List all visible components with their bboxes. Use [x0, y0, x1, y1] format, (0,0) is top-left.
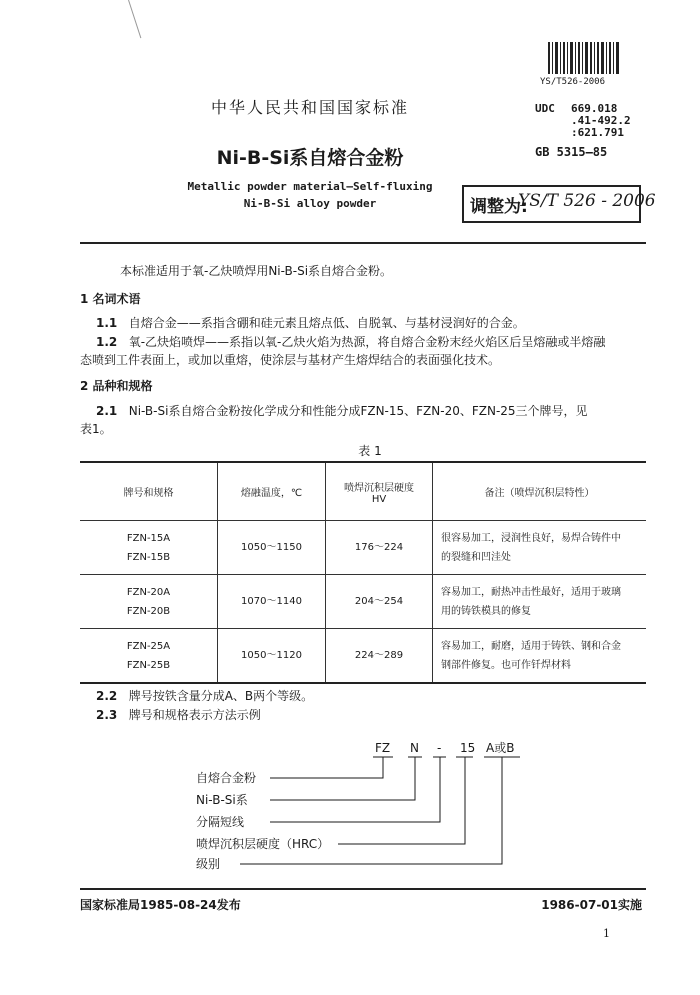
scan-artifact	[128, 0, 141, 38]
scope-paragraph: 本标准适用于氧-乙炔喷焊用Ni-B-Si系自熔合金粉。	[120, 264, 393, 278]
label-level: 级别	[196, 857, 221, 870]
clause-2-1-continuation: 表1。	[80, 422, 112, 436]
grade-b: FZN-15B	[126, 551, 171, 563]
table-row	[80, 629, 646, 684]
code-part-hardness: 15	[460, 741, 476, 755]
udc-line: :621.791	[571, 126, 624, 139]
remark-line: 容易加工，耐磨，适用于铸铁、钢和合金	[441, 640, 621, 652]
document-title-en-line2: Ni-B-Si alloy powder	[243, 197, 377, 210]
melting-temp-cell: 1070～1140	[218, 575, 326, 629]
clause-2-3	[96, 706, 261, 724]
effective-date: 1986-07-01实施	[541, 898, 642, 912]
label-separator: 分隔短线	[196, 815, 245, 829]
remarks-cell	[433, 521, 647, 575]
section-1-heading: 1 名词术语	[80, 292, 141, 306]
clause-text: 牌号和规格表示方法示例	[128, 708, 261, 722]
hardness-unit: HV	[371, 493, 387, 505]
melting-temp-cell: 1050～1120	[218, 629, 326, 684]
clause-1-2-continuation: 态喷到工件表面上，或加以重熔，使涂层与基材产生熔焊结合的表面强化技术。	[80, 353, 501, 367]
remark-line: 用的铸铁模具的修复	[441, 605, 531, 617]
table-caption: 表 1	[358, 444, 382, 458]
clause-1-1	[96, 314, 525, 332]
udc-line: .41-492.2	[571, 114, 631, 127]
code-part-level: A或B	[486, 741, 515, 755]
stamp-handwritten-value: YS/T 526 - 2006	[518, 191, 656, 211]
clause-1-2	[96, 333, 605, 351]
udc-classification	[535, 103, 631, 139]
grade-b: FZN-20B	[126, 605, 171, 617]
table-header-row	[80, 462, 646, 521]
label-self-fluxing: 自熔合金粉	[196, 771, 257, 785]
grade-cell	[80, 521, 218, 575]
label-hardness: 喷焊沉积层硬度（HRC）	[196, 837, 330, 851]
clause-number: 2.2	[96, 689, 118, 703]
label-ni-b-si: Ni-B-Si系	[196, 793, 248, 807]
clause-2-2	[96, 687, 313, 705]
standard-category: 中华人民共和国国家标准	[210, 98, 409, 117]
grade-a: FZN-20A	[126, 586, 171, 598]
column-header-melting-temp: 熔融温度，℃	[218, 462, 326, 521]
grade-a: FZN-15A	[126, 532, 171, 544]
clause-text: Ni-B-Si系自熔合金粉按化学成分和性能分成FZN-15、FZN-20、FZN-25三个牌号，见	[128, 404, 588, 418]
code-part-fz: FZ	[375, 741, 391, 755]
code-part-n: N	[410, 741, 419, 755]
grade-b: FZN-25B	[126, 659, 171, 671]
clause-2-1	[96, 402, 588, 420]
column-header-grade: 牌号和规格	[80, 462, 218, 521]
clause-text: 牌号按铁含量分成A、B两个等级。	[128, 689, 314, 703]
hardness-cell: 204～254	[326, 575, 433, 629]
header-divider	[80, 242, 646, 244]
clause-number: 2.1	[96, 404, 118, 418]
gb-number: GB 5315—85	[535, 145, 608, 159]
clause-number: 1.2	[96, 335, 118, 349]
clause-number: 2.3	[96, 708, 118, 722]
table-row	[80, 575, 646, 629]
remarks-cell	[433, 629, 647, 684]
section-2-heading: 2 品种和规格	[80, 379, 153, 393]
remarks-cell	[433, 575, 647, 629]
remark-line: 的裂缝和凹洼处	[441, 551, 511, 563]
remark-line: 容易加工，耐热冲击性最好，适用于玻璃	[441, 586, 621, 598]
grade-a: FZN-25A	[126, 640, 171, 652]
code-part-dash: -	[437, 741, 442, 755]
stamp-label: 调整为:	[470, 197, 528, 217]
designation-diagram	[190, 740, 530, 870]
barcode-text: YS/T526-2006	[540, 77, 606, 87]
remark-line: 很容易加工，浸润性良好，易焊合铸件中	[441, 532, 621, 544]
udc-label: UDC	[535, 102, 555, 115]
issue-date: 国家标准局1985-08-24发布	[80, 898, 241, 912]
clause-text: 自熔合金——系指含硼和硅元素且熔点低、自脱氧、与基材浸润好的合金。	[128, 316, 525, 330]
clause-text: 氧-乙炔焰喷焊——系指以氧-乙炔火焰为热源，将自熔合金粉末经火焰区后呈熔融或半熔融	[128, 335, 606, 349]
document-title-cn: Ni-B-Si系自熔合金粉	[216, 147, 404, 169]
grade-spec-table	[80, 461, 646, 684]
remark-line: 钢部件修复。也可作钎焊材料	[441, 659, 571, 671]
udc-line: 669.018	[571, 102, 618, 115]
hardness-label: 喷焊沉积层硬度	[344, 482, 414, 494]
hardness-cell: 176～224	[326, 521, 433, 575]
page-number: 1	[603, 927, 610, 940]
clause-number: 1.1	[96, 316, 118, 330]
column-header-remarks: 备注（喷焊沉积层特性）	[433, 462, 647, 521]
grade-cell	[80, 575, 218, 629]
footer-divider	[80, 888, 646, 890]
hardness-cell: 224～289	[326, 629, 433, 684]
grade-cell	[80, 629, 218, 684]
melting-temp-cell: 1050～1150	[218, 521, 326, 575]
table-row	[80, 521, 646, 575]
barcode-icon	[548, 42, 620, 74]
document-title-en-line1: Metallic powder material—Self-fluxing	[187, 180, 433, 193]
column-header-hardness	[326, 462, 433, 521]
